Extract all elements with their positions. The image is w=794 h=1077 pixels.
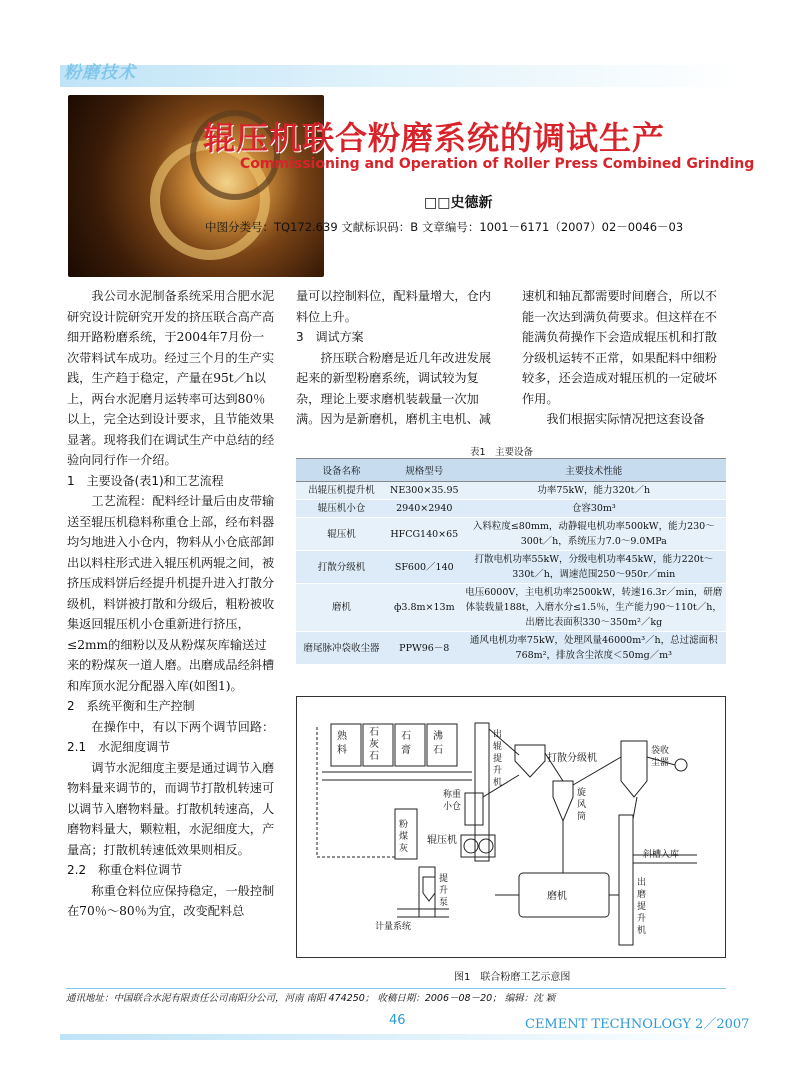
diagram-label: 斜槽入库 [643,850,680,860]
footer-bar [60,1034,740,1040]
diagram-label: 提 [493,754,503,764]
table-cell: 磨机 [296,584,387,632]
diagram-label: 泵 [439,898,449,908]
paragraph: 称重仓料位应保持稳定，一般控制在70％～80％为宜，改变配料总 [67,883,275,918]
diagram-label: 煤 [399,832,409,842]
diagram-label: 称重 [443,790,462,800]
bin-label: 石 [369,727,379,738]
diagram-label: 灰 [399,844,409,854]
bin-label: 石 [401,731,411,742]
table-row [296,632,726,665]
table-row [296,584,726,632]
process-diagram-svg [297,697,725,957]
section-banner [60,65,740,87]
bin-label: 沸 [433,731,443,742]
article-meta: 中图分类号：TQ172.639 文献标识码：B 文章编号：1001－6171（2007）02－0046－03 [205,220,684,234]
table-cell: SF600／140 [387,551,462,584]
section-label: 粉磨技术 [64,63,136,83]
column-3 [522,286,727,430]
diagram-label: 磨 [637,890,647,900]
section-heading: 3 调试方案 [296,330,364,344]
table-caption: 表1 主要设备 [470,447,534,458]
section-heading: 2 系统平衡和生产控制 [67,699,195,713]
fan-shape [675,759,687,771]
bin-label: 料 [337,745,347,756]
dust-collector-shape [621,741,647,797]
equipment-table [296,458,726,665]
table-row [296,500,726,518]
elevator-shape [619,815,633,945]
table-cell: NE300×35.95 [387,482,462,500]
table-row [296,551,726,584]
table-cell: 辊压机小仓 [296,500,387,518]
subsection-heading: 2.2 称重仓料位调节 [67,863,183,877]
table-cell: 通风电机功率75kW，处理风量46000m³／h，总过滤面积768m²，排放含尘浓度＜50mg／m³ [462,632,726,665]
paragraph: 我们根据实际情况把这套设备 [546,412,705,426]
column-header: 规格型号 [387,459,462,482]
diagram-label: 袋收 [651,746,670,756]
diagram-label: 出 [637,878,647,888]
subsection-heading: 2.1 水泥细度调节 [67,740,171,754]
author: □□史德新 [424,195,493,211]
bin-label: 石 [369,751,379,762]
diagram-label: 升 [439,886,449,896]
diagram-label: 风 [577,800,587,810]
paragraph: 我公司水泥制备系统采用合肥水泥研究设计院研究开发的挤压联合高产高细开路粉磨系统，于2004年7月份一次带料试车成功。经过三个月的生产实践，生产趋于稳定，产量在95t／h以上，两台水泥磨月运转率可达到80％以上，完全达到设计要求，且节能效果显著。现将我们在调试生产中总结的经验向同行作一介绍。 [67,289,275,467]
journal-name: CEMENT TECHNOLOGY 2／2007 [525,1017,750,1032]
paragraph: 在操作中，有以下两个调节回路： [91,719,275,734]
process-diagram [296,696,726,958]
table-row [296,482,726,500]
paragraph: 量可以控制料位，配料量增大，仓内料位上升。 [296,289,491,324]
page-number: 46 [389,1013,406,1028]
diagram-label: 尘器 [651,758,670,768]
article-title: 辊压机联合粉磨系统的调试生产 [203,119,666,157]
table-cell: 磨尾脉冲袋收尘器 [296,632,387,665]
table-cell: HFCG140×65 [387,518,462,551]
column-header: 设备名称 [296,459,387,482]
table-cell: 辊压机 [296,518,387,551]
table-cell: 功率75kW，能力320t／h [462,482,726,500]
paragraph: 调节水泥细度主要是通过调节入磨物料量来调节的，而调节打散机转速可以调节入磨物料量。打散机转速高，人磨物料量大，颗粒粗，水泥细度大，产量高；打散机转速低效果则相反。 [67,760,275,857]
table-row [296,518,726,551]
column-2 [296,286,501,430]
figure-caption: 图1 联合粉磨工艺示意图 [454,972,571,983]
diagram-label: 旋 [577,788,587,798]
cyclone-shape [553,781,573,821]
table-cell: PPW96－8 [387,632,462,665]
diagram-label: 提 [637,902,647,912]
column-header: 主要技术性能 [462,459,726,482]
bin-label: 膏 [401,745,411,756]
diagram-label: 升 [493,766,503,776]
diagram-label: 机 [493,778,503,788]
column-1 [67,286,275,922]
table-cell: 打散电机功率55kW，分级电机功率45kW，能力220t～330t／h，调速范围250～950r／min [462,551,726,584]
footer-divider [66,988,726,989]
table-cell: 入料粒度≤80mm，动静辊电机功率500kW，能力230～300t／h，系统压力7.0～9.0MPa [462,518,726,551]
diagram-label: 筒 [577,812,587,822]
article-title-english: Commissioning and Operation of Roller Press Combined Grinding [240,156,755,172]
diagram-label: 升 [637,914,647,924]
table-cell: 出辊压机提升机 [296,482,387,500]
diagram-label: 机 [637,926,647,936]
bin-label: 灰 [369,739,379,750]
classifier-shape [515,745,545,777]
diagram-label: 粉 [399,820,409,830]
diagram-label: 磨机 [547,891,567,902]
footer-note: 通讯地址：中国联合水泥有限责任公司南阳分公司，河南 南阳 474250； 收稿日期：2006－08－20； 编辑：沈 颖 [66,993,556,1004]
diagram-label: 出 [493,730,503,740]
paragraph: 工艺流程：配料经计量后由皮带输送至辊压机稳料称重仓上部，经布料器均匀地进入小仓内，物料从小仓底部卸出以料柱形式进入辊压机两辊之间，被挤压成料饼后经提升机提升进入打散分级机，料饼被打散和分级后，粗粉被收集返回辊压机小仓重新进行挤压，≤2mm的细粉以及从粉煤灰库输送过来的粉煤灰一道人磨。出磨成品经斜槽和库顶水泥分配器入库(如图1)。 [67,494,275,693]
diagram-label: 小仓 [443,802,462,812]
weigh-bin-shape [465,793,483,825]
section-heading: 1 主要设备(表1)和工艺流程 [67,473,224,488]
bin-label: 熟 [337,731,347,742]
paragraph: 速机和轴瓦都需要时间磨合，所以不能一次达到满负荷要求。但这样在不能满负荷操作下会造成辊压机和打散分级机运转不正常，如果配料中细粉较多，还会造成对辊压机的一定破坏作用。 [522,289,717,406]
diagram-label: 辊 [493,742,503,752]
bin-label: 石 [433,745,443,756]
table-cell: ф3.8m×13m [387,584,462,632]
diagram-label: 打散分级机 [547,753,597,764]
diagram-label: 计量系统 [375,922,412,932]
diagram-label: 提 [439,874,449,884]
table-cell: 打散分级机 [296,551,387,584]
paragraph: 挤压联合粉磨是近几年改进发展起来的新型粉磨系统，调试较为复杂，理论上要求磨机装载量一次加满。因为是新磨机，磨机主电机、减 [296,350,492,426]
table-cell: 仓容30m³ [462,500,726,518]
table-header-row [296,459,726,482]
table-cell: 电压6000V，主电机功率2500kW，转速16.3r／min，研磨体装载量188t，入磨水分≤1.5％，生产能力90～110t／h，出磨比表面积330～350m²／kg [462,584,726,632]
diagram-label: 辊压机 [427,835,457,846]
table-cell: 2940×2940 [387,500,462,518]
